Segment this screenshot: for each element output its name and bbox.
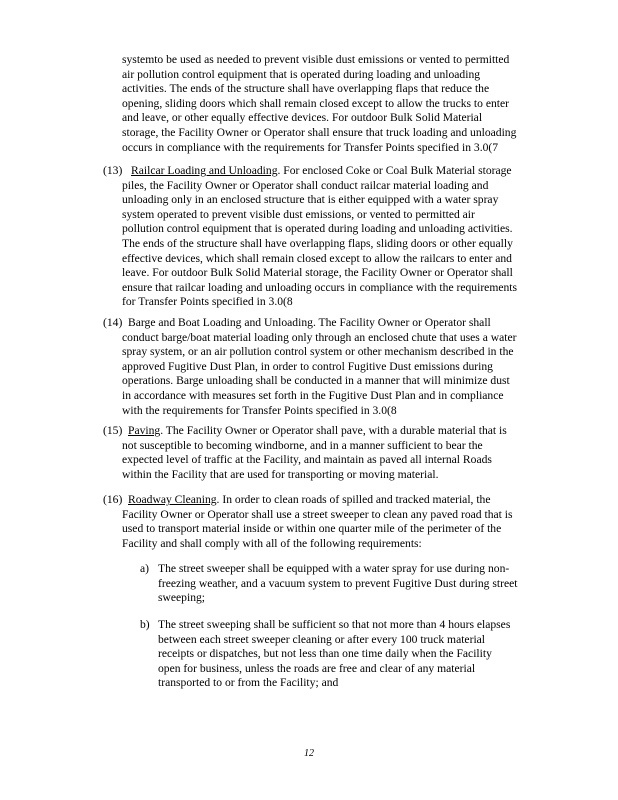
text-line: The street sweeping shall be sufficient so that not more than 4 hours elapses	[158, 618, 511, 631]
text-line: air pollution control equipment that is operated during loading and unloading	[122, 67, 481, 81]
text-line: ensure that railcar loading and unloading occurs in compliance with the requirements	[122, 280, 518, 294]
text-line: The ends of the structure shall have overlapping flaps, sliding doors or other equally	[122, 236, 513, 250]
text-line: system operated to prevent visible dust emissions, or vented to permitted air	[122, 207, 475, 221]
text-line: used to transport material inside or within one quarter mile of the perimeter of the	[122, 522, 502, 536]
item-first-line	[128, 424, 507, 439]
item-first-rest: . The Facility Owner or Operator shall pave, with a durable material that is	[160, 424, 507, 437]
item-14	[103, 316, 517, 418]
text-line: The street sweeper shall be equipped with a water spray for use during non-	[158, 562, 510, 575]
text-line: with the requirements for Transfer Points specified in 3.0(8	[122, 403, 397, 417]
text-line: for Transfer Points specified in 3.0(8	[122, 295, 293, 309]
text-line: unloading only in an enclosed structure that is either equipped with a water spray	[122, 193, 499, 207]
item-heading: Barge and Boat Loading and Unloading	[128, 316, 313, 329]
text-line: conduct barge/boat material loading only through an enclosed chute that uses a water	[122, 330, 517, 344]
item-first-line	[128, 316, 517, 331]
text-line: within the Facility that are used for transporting or moving material.	[122, 467, 439, 481]
text-line: sweeping;	[158, 591, 206, 605]
item-number: (14)	[103, 316, 123, 329]
item-number: (16)	[103, 493, 123, 506]
text-line: and leave, or other equally effective devices. For outdoor Bulk Solid Material	[122, 111, 483, 125]
text-line: not susceptible to becoming windborne, and in a manner sufficient to bear the	[122, 438, 483, 452]
intro-paragraph	[122, 53, 516, 155]
text-line: operations. Barge unloading shall be conducted in a manner that will minimize dust	[122, 374, 510, 388]
page-number: 12	[304, 748, 314, 759]
text-line: leave. For outdoor Bulk Solid Material storage, the Facility Owner or Operator shall	[122, 266, 513, 280]
text-line: approved Fugitive Dust Plan, in order to control Fugitive Dust emissions during	[122, 359, 493, 373]
text-line: systemto be used as needed to prevent visible dust emissions or vented to permitted	[122, 53, 510, 66]
text-line: occurs in compliance with the requirements for Transfer Points specified in 3.0(7	[122, 140, 499, 154]
item-first-rest: . In order to clean roads of spilled and tracked material, the	[216, 493, 491, 506]
item-15	[103, 424, 507, 482]
text-line: freezing weather, and a vacuum system to prevent Fugitive Dust during street	[158, 576, 518, 590]
text-line: Facility and shall comply with all of the following requirements:	[122, 536, 422, 550]
subitem-marker: b)	[140, 618, 150, 631]
item-heading: Paving	[128, 424, 161, 437]
text-line: piles, the Facility Owner or Operator shall conduct railcar material loading and	[122, 178, 489, 192]
item-first-line	[131, 164, 517, 179]
text-line: transported to or from the Facility; and	[158, 676, 339, 690]
item-number: (15)	[103, 424, 123, 437]
text-line: in accordance with measures set forth in the Fugitive Dust Plan and in compliance	[122, 388, 504, 402]
item-first-rest: . For enclosed Coke or Coal Bulk Material storage	[277, 164, 512, 177]
item-number: (13)	[103, 164, 123, 177]
item-13	[103, 164, 518, 310]
text-line: between each street sweeper cleaning or after every 100 truck material	[158, 632, 486, 646]
text-line: spray system, or an air pollution control system or other mechanism described in the	[122, 345, 514, 359]
subitem-b	[140, 618, 511, 691]
text-line: receipts or dispatches, but not less than one time daily when the Facility	[158, 647, 492, 661]
item-16	[103, 493, 513, 551]
text-line: opening, sliding doors which shall remain closed except to allow the trucks to enter	[122, 96, 510, 110]
item-heading: Roadway Cleaning	[128, 493, 217, 506]
text-line: pollution control equipment that is operated during loading and unloading activities.	[122, 222, 513, 236]
subitem-marker: a)	[140, 562, 150, 575]
text-line: expected level of traffic at the Facility, and maintain as paved all internal Roads	[122, 453, 492, 467]
item-heading: Railcar Loading and Unloading	[131, 164, 278, 177]
text-line: storage, the Facility Owner or Operator shall ensure that truck loading and unloading	[122, 125, 517, 139]
subitem-a	[140, 562, 518, 606]
text-line: effective devices, which shall remain closed except to allow the railcars to enter and	[122, 251, 512, 265]
text-line: Facility Owner or Operator shall use a street sweeper to clean any paved road that is	[122, 507, 513, 521]
text-line: activities. The ends of the structure shall have overlapping flaps that reduce the	[122, 82, 490, 96]
item-first-rest: . The Facility Owner or Operator shall	[312, 316, 491, 329]
item-first-line	[128, 493, 513, 508]
text-line: open for business, unless the roads are free and clear of any material	[158, 661, 476, 675]
